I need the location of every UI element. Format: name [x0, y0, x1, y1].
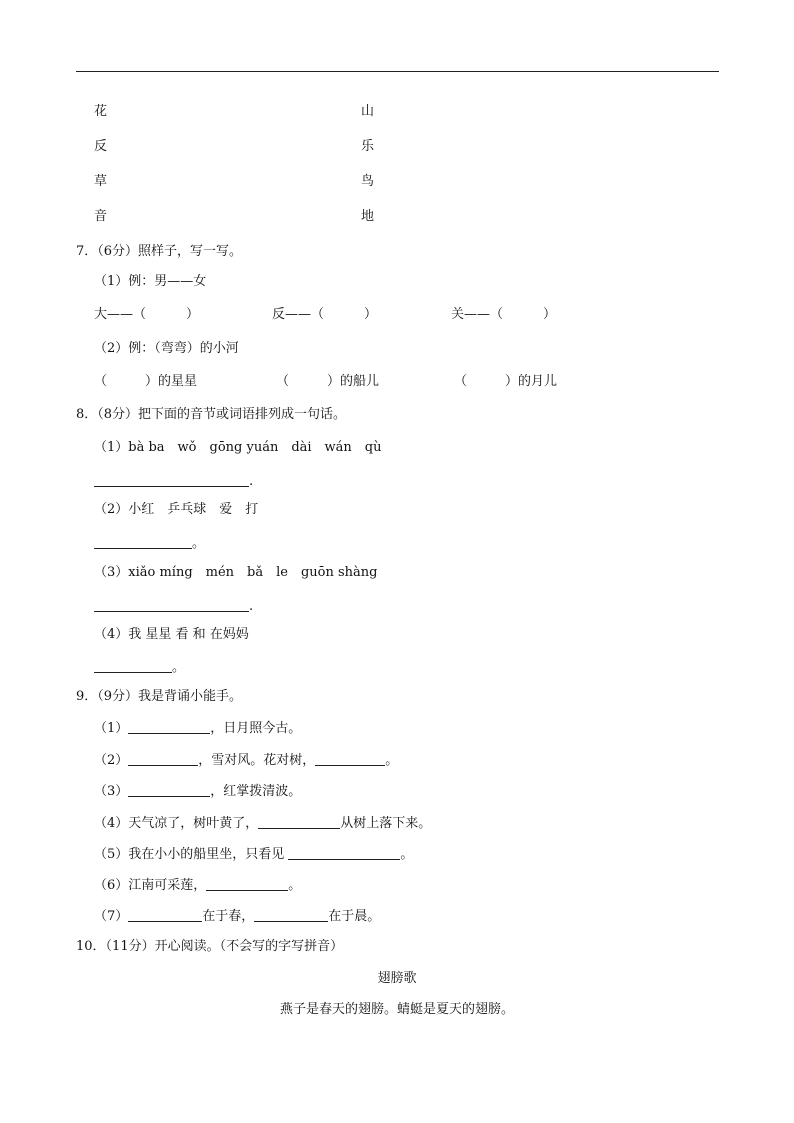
q9-line2-text: ，雪对风。花对树，	[198, 753, 316, 768]
q9-line7-num: （7）	[94, 909, 129, 924]
q7-item-chuaner	[276, 374, 379, 390]
q7-yueer-open: （	[454, 374, 468, 389]
q9-line1-text: ，日月照今古。	[210, 721, 302, 736]
q8-item1: （1）bà ba wǒ gōng yuán dài wán qù	[94, 440, 382, 455]
q8-item2: （2）小红 乒乓球 爱 打	[94, 502, 259, 517]
q7-item-fan-close: ）	[364, 307, 378, 322]
q7-item-da	[94, 307, 199, 323]
match-left-2: 反	[94, 139, 108, 154]
q9-line2-num: （2）	[94, 753, 129, 768]
q7-title: 7．（6分）照样子，写一写。	[76, 244, 243, 259]
q7-yueer-close: ）的月儿	[505, 374, 558, 389]
q9-line1-num: （1）	[94, 721, 129, 736]
q7-part2-example: （2）例：（弯弯）的小河	[94, 341, 239, 356]
header-rule	[76, 71, 719, 72]
q7-item-yueer	[454, 374, 557, 390]
q9-line7-blank1[interactable]	[128, 908, 202, 922]
q7-item-fan-open: 反——（	[272, 307, 325, 322]
q7-item-da-close: ）	[186, 307, 200, 322]
poem-line1: 燕子是春天的翅膀。蜻蜓是夏天的翅膀。	[279, 1002, 514, 1017]
q8-answer2-blank[interactable]	[94, 535, 192, 549]
q8-answer3	[94, 598, 253, 615]
q7-part1-example: （1）例：男——女	[94, 274, 207, 289]
q7-xingxing-open: （	[94, 374, 108, 389]
q8-answer4	[94, 659, 185, 676]
q7-chuaner-open: （	[276, 374, 290, 389]
q7-item-xingxing	[94, 374, 197, 390]
q7-item-fan	[272, 307, 377, 323]
q8-item3: （3）xiǎo míng mén bǎ le guōn shàng	[94, 565, 378, 580]
q9-line7-text: 在于春，	[202, 909, 255, 924]
q9-line6-text: （6）江南可采莲，	[94, 878, 207, 893]
q9-line7-end: 在于晨。	[328, 909, 381, 924]
q8-title: 8．（8分）把下面的音节或词语排列成一句话。	[76, 407, 347, 422]
q7-item-guan-close: ）	[543, 307, 557, 322]
q9-line4-text: （4）天气凉了，树叶黄了，	[94, 816, 259, 831]
q9-line6-end: 。	[288, 878, 302, 893]
q7-item-guan	[451, 307, 556, 323]
q9-line6	[94, 877, 301, 894]
q8-answer3-end: .	[249, 599, 254, 614]
q9-line4	[94, 815, 431, 832]
q9-line3	[94, 783, 301, 800]
q7-chuaner-close: ）的船儿	[327, 374, 380, 389]
match-right-4: 地	[361, 209, 375, 224]
q8-answer2-end: 。	[192, 536, 206, 551]
q9-line2-blank1[interactable]	[128, 752, 198, 766]
q9-line2-end: 。	[385, 753, 399, 768]
q8-answer1-blank[interactable]	[94, 473, 249, 487]
q8-answer4-blank[interactable]	[94, 659, 172, 673]
q9-line6-blank[interactable]	[206, 877, 288, 891]
q8-answer4-end: 。	[172, 660, 186, 675]
q8-answer3-blank[interactable]	[94, 598, 249, 612]
q9-line5-end: 。	[400, 847, 414, 862]
poem-title: 翅膀歌	[377, 971, 417, 986]
q7-item-da-open: 大——（	[94, 307, 147, 322]
q9-line7	[94, 908, 380, 925]
q7-xingxing-close: ）的星星	[145, 374, 198, 389]
q10-title: 10．（11分）开心阅读。（不会写的字写拼音）	[76, 939, 344, 954]
q9-line3-num: （3）	[94, 784, 129, 799]
q9-line7-blank2[interactable]	[254, 908, 328, 922]
q9-line4-blank[interactable]	[258, 815, 340, 829]
q9-line1	[94, 720, 301, 737]
q8-answer1	[94, 473, 253, 490]
q9-line5-blank[interactable]	[288, 846, 400, 860]
match-left-4: 音	[94, 209, 108, 224]
q8-answer1-end: .	[249, 474, 254, 489]
q7-item-guan-open: 关——（	[451, 307, 504, 322]
match-left-1: 花	[94, 104, 108, 119]
q9-line5	[94, 846, 413, 863]
q9-line3-blank[interactable]	[128, 783, 210, 797]
match-right-2: 乐	[361, 139, 375, 154]
q9-line4-end: 从树上落下来。	[340, 816, 432, 831]
q8-answer2	[94, 535, 205, 552]
q9-title: 9．（9分）我是背诵小能手。	[76, 689, 243, 704]
q9-line5-text: （5）我在小小的船里坐，只看见	[94, 847, 289, 862]
match-left-3: 草	[94, 174, 108, 189]
q9-line1-blank[interactable]	[128, 720, 210, 734]
match-right-1: 山	[361, 104, 375, 119]
q9-line3-text: ，红掌拨清波。	[210, 784, 302, 799]
q8-item4: （4）我 星星 看 和 在妈妈	[94, 627, 249, 642]
match-right-3: 鸟	[361, 174, 375, 189]
q9-line2	[94, 752, 398, 769]
q9-line2-blank2[interactable]	[315, 752, 385, 766]
